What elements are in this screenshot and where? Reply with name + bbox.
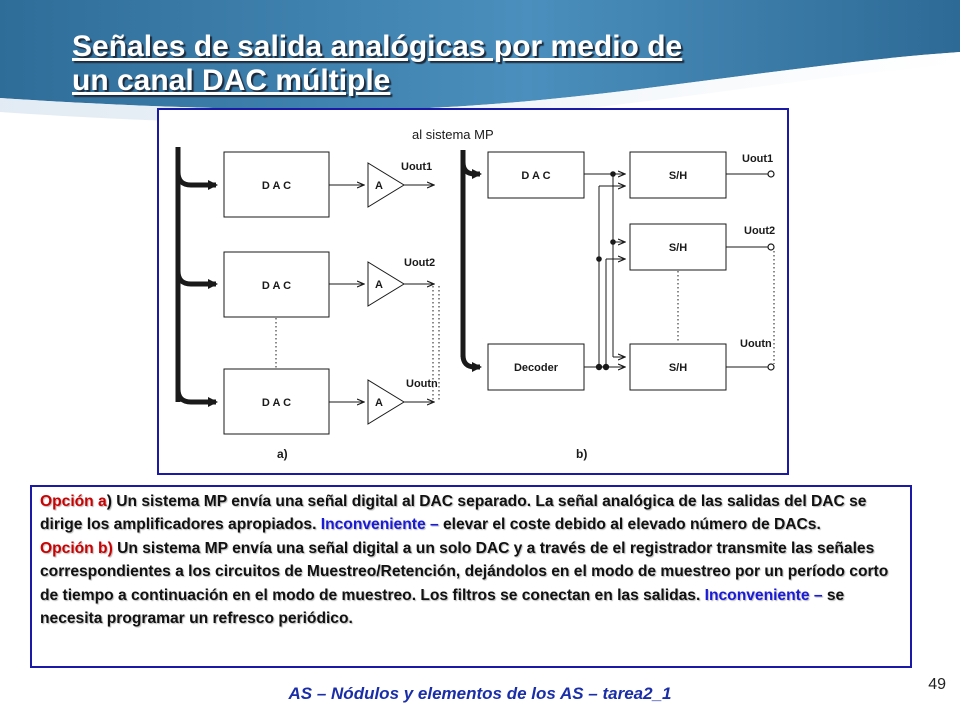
- part-b-circuit: [463, 150, 775, 461]
- output-label-b1: Uout1: [742, 153, 774, 165]
- option-a-drawback: elevar el coste debido al elevado número de DACs.: [438, 516, 821, 534]
- description-box: [30, 485, 912, 668]
- top-label: al sistema MP: [412, 127, 494, 142]
- part-a-label: a): [277, 447, 288, 461]
- output-label-a1: Uout1: [401, 161, 433, 173]
- sh-label-2: S/H: [668, 242, 688, 254]
- dac-label-a2: D A C: [261, 280, 292, 292]
- sh-label-1: S/H: [668, 170, 688, 182]
- output-terminal-b1: [768, 171, 774, 177]
- junction-control-1: [596, 256, 602, 262]
- part-b-label: b): [576, 447, 588, 461]
- bus-a-branch-2: [178, 271, 216, 284]
- option-b-drawback: se necesita programar un refresco periódico.: [40, 586, 845, 628]
- output-terminal-b3: [768, 364, 774, 370]
- part-a-circuit: [178, 147, 439, 461]
- page-number: 49: [928, 676, 946, 693]
- title-line-1: Señales de salida analógicas por medio de: [72, 30, 683, 63]
- sh-label-3: S/H: [668, 362, 688, 374]
- amp-label-a1: A: [375, 180, 383, 192]
- dac-label-a1: D A C: [261, 180, 292, 192]
- option-b-text: Un sistema MP envía una señal digital a un solo DAC y a través de el registrador transmite las señales correspondientes a los circuitos de Muestreo/Retención, dejándolos en el modo de muestreo por un período corto de tiempo a continuación en el modo de muestreo. Los filtros se conectan en las salidas.: [40, 539, 889, 604]
- option-a-text: Un sistema MP envía una señal digital al DAC separado. La señal analógica de las salidas del DAC se dirige los amplificadores apropiados.: [40, 493, 867, 534]
- dac-label-a3: D A C: [261, 397, 292, 409]
- slide-title: [72, 30, 682, 98]
- dac-circuit-diagram: [159, 110, 787, 473]
- option-a-paragraph: [40, 490, 902, 537]
- option-a-drawback-label: Inconveniente –: [320, 516, 439, 534]
- option-b-label: Opción b): [40, 539, 113, 557]
- option-a-label: Opción a: [40, 493, 107, 510]
- diagram-frame: [157, 108, 789, 475]
- output-label-a2: Uout2: [404, 257, 436, 269]
- option-a-paren: ): [106, 493, 112, 510]
- junction-analog-2: [610, 239, 616, 245]
- option-b-paragraph: [40, 537, 902, 631]
- decoder-label: Decoder: [513, 362, 559, 374]
- dac-label-b: D A C: [521, 170, 551, 182]
- output-label-a3: Uoutn: [406, 378, 438, 390]
- option-b-drawback-label: Inconveniente –: [704, 586, 823, 604]
- junction-analog-1: [610, 171, 616, 177]
- output-label-b2: Uout2: [744, 225, 776, 237]
- junction-control-3: [603, 364, 609, 370]
- bus-b-branch-decoder: [463, 355, 480, 367]
- footer-text: AS – Nódulos y elementos de los AS – tarea2_1: [288, 684, 672, 703]
- amplifier-a1: [368, 163, 404, 207]
- amp-label-a3: A: [375, 397, 383, 409]
- amplifier-a3: [368, 380, 404, 424]
- amplifier-a2: [368, 262, 404, 306]
- title-line-2: un canal DAC múltiple: [72, 64, 391, 97]
- bus-a-branch-3: [178, 389, 216, 402]
- junction-control-2: [596, 364, 602, 370]
- amp-label-a2: A: [375, 279, 383, 291]
- output-terminal-b2: [768, 244, 774, 250]
- bus-a-branch-1: [178, 172, 216, 185]
- output-label-b3: Uoutn: [740, 338, 772, 350]
- bus-b-branch-dac: [463, 162, 480, 174]
